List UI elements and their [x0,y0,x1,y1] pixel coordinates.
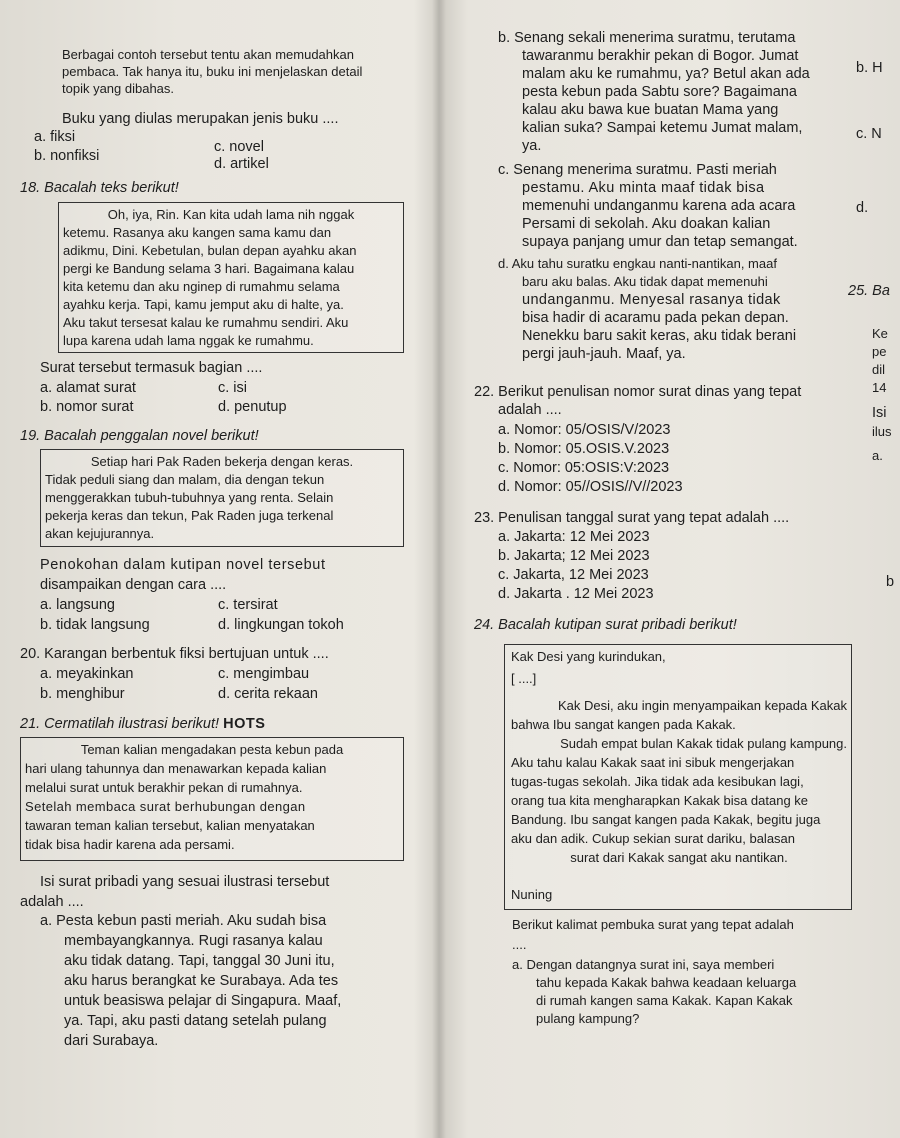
edge-fragment-b: b. H [856,60,883,76]
q21-option-c-line: supaya panjang umur dan tetap semangat. [522,234,798,250]
q18-box-line: adikmu, Dini. Kebetulan, bulan depan ayahku akan [63,243,357,258]
edge-fragment-d: d. [856,200,869,216]
q24-title: 24. Bacalah kutipan surat pribadi berikut! [474,617,737,633]
q20-option-c: c. mengimbau [218,666,310,682]
q18-option-d: d. penutup [218,399,287,415]
q24-option-a-line: pulang kampung? [536,1011,640,1026]
q21-option-d-line: baru aku balas. Aku tidak dapat memenuhi [522,274,768,289]
letter-body-line: bahwa Ibu sangat kangen pada Kakak. [511,717,736,732]
q20-option-a: a. meyakinkan [40,666,134,682]
q21-option-a-line: a. Pesta kebun pasti meriah. Aku sudah bisa [40,913,327,929]
intro-line-2: pembaca. Tak hanya itu, buku ini menjelaskan detail [62,64,363,79]
q21-option-b-line: tawaranmu berakhir pekan di Bogor. Jumat [522,48,799,64]
q23-question: 23. Penulisan tanggal surat yang tepat adalah .... [474,510,790,526]
q24-option-a-line: di rumah kangen sama Kakak. Kapan Kakak [536,993,793,1008]
q21-option-c-line: c. Senang menerima suratmu. Pasti meriah [498,162,777,178]
q24-question-1: Berikut kalimat pembuka surat yang tepat adalah [512,917,794,932]
q17-question: Buku yang diulas merupakan jenis buku .... [62,111,339,127]
q22-option-a: a. Nomor: 05/OSIS/V/2023 [498,422,671,438]
q19-box-line: Setiap hari Pak Raden bekerja dengan keras. [90,454,354,469]
q21-option-d-line: pergi jauh-jauh. Maaf, ya. [522,346,686,362]
q22-option-c: c. Nomor: 05:OSIS:V:2023 [498,460,670,476]
edge-fragment-a: a. [872,448,883,463]
q24-question-2: .... [512,937,527,952]
edge-fragment-q25: 25. Ba [848,283,890,299]
q19-box-line: akan kejujurannya. [45,526,155,541]
q21-option-a-line: untuk beasiswa pelajar di Singapura. Maaf, [64,993,342,1009]
q21-box-line: Teman kalian mengadakan pesta kebun pada [80,742,344,757]
q21-option-b-line: b. Senang sekali menerima suratmu, terutama [498,30,796,46]
q21-option-a-line: membayangkannya. Rugi rasanya kalau [64,933,323,949]
q18-title: 18. Bacalah teks berikut! [20,180,179,196]
q21-option-c-line: pestamu. Aku minta maaf tidak bisa [522,180,765,196]
edge-fragment-14: 14 [872,380,887,395]
letter-body-line: Bandung. Ibu sangat kangen pada Kakak, begitu juga [511,812,821,827]
q21-option-d-line: bisa hadir di acaramu pada pekan depan. [522,310,789,326]
q19-option-d: d. lingkungan tokoh [218,617,344,633]
q21-option-b-line: malam aku ke rumahmu, ya? Betul akan ada [522,66,810,82]
letter-signature: Nuning [511,887,553,902]
q21-title [20,716,265,732]
q18-box-line: ayahku kerja. Tapi, kamu jemput aku di halte, ya. [63,297,344,312]
edge-fragment-dil: dil [872,362,886,377]
q24-letter-box [504,644,852,910]
q21-option-c-line: Persami di sekolah. Aku doakan kalian [522,216,771,232]
q17-option-b: b. nonfiksi [34,148,100,164]
q21-option-b-line: pesta kebun pada Sabtu sore? Bagaimana [522,84,797,100]
q19-question-2: disampaikan dengan cara .... [40,577,227,593]
q21-option-d-line: d. Aku tahu suratku engkau nanti-nantikan, maaf [498,256,777,271]
q21-title-text: 21. Cermatilah ilustrasi berikut! [20,716,220,732]
q21-box-line: Setelah membaca surat berhubungan dengan [25,799,306,814]
q23-option-b: b. Jakarta; 12 Mei 2023 [498,548,650,564]
letter-body-line: Aku tahu kalau Kakak saat ini sibuk mengerjakan [511,755,795,770]
q18-box-line: ketemu. Rasanya aku kangen sama kamu dan [63,225,332,240]
q20-option-d: d. cerita rekaan [218,686,318,702]
letter-body-line: Kak Desi, aku ingin menyampaikan kepada Kakak [557,698,847,713]
q22-question-2: adalah .... [498,402,562,418]
q23-option-a: a. Jakarta: 12 Mei 2023 [498,529,650,545]
q21-option-a-line: aku harus berangkat ke Surabaya. Ada tes [64,973,339,989]
letter-body-line: tugas-tugas sekolah. Jika tidak ada kesibukan lagi, [511,774,804,789]
q18-box-line: kita ketemu dan aku nginep di rumahmu selama [63,279,340,294]
q21-option-b-line: ya. [522,138,542,154]
q18-option-a: a. alamat surat [40,380,136,396]
q21-option-c-line: memenuhi undanganmu karena ada acara [522,198,796,214]
q21-option-b-line: kalian suka? Sampai ketemu Jumat malam, [522,120,803,136]
letter-body-line: surat dari Kakak sangat aku nantikan. [570,850,788,865]
edge-fragment-pe: pe [872,344,887,359]
q19-option-c: c. tersirat [218,597,278,613]
q24-option-a-line: tahu kepada Kakak bahwa keadaan keluarga [536,975,797,990]
q20-question: 20. Karangan berbentuk fiksi bertujuan untuk .... [20,646,329,662]
q21-box-line: hari ulang tahunnya dan menawarkan kepada kalian [25,761,327,776]
q19-box-line: Tidak peduli siang dan malam, dia dengan tekun [45,472,325,487]
intro-line-1: Berbagai contoh tersebut tentu akan memudahkan [62,47,354,62]
q19-option-b: b. tidak langsung [40,617,150,633]
edge-fragment-c: c. N [856,126,882,142]
q21-option-a-line: ya. Tapi, aku pasti datang setelah pulang [64,1013,327,1029]
edge-fragment-ilus: ilus [872,424,892,439]
q18-box-line: Aku takut tersesat kalau ke rumahmu sendiri. Aku [63,315,349,330]
q19-box-line: pekerja keras dan tekun, Pak Raden juga terkenal [45,508,334,523]
letter-body-line: Sudah empat bulan Kakak tidak pulang kampung. [560,736,847,751]
q21-text-box [20,737,404,861]
q21-option-d-line: Nenekku baru sakit keras, aku tidak berani [522,328,797,344]
q19-question-1: Penokohan dalam kutipan novel tersebut [40,557,326,573]
letter-greeting: Kak Desi yang kurindukan, [511,649,666,664]
letter-blank: [ ....] [511,671,537,686]
q21-option-d-line: undanganmu. Menyesal rasanya tidak [522,292,781,308]
q18-box-line: pergi ke Bandung selama 3 hari. Bagaimana kalau [63,261,355,276]
q17-option-d: d. artikel [214,156,269,172]
q24-option-a-line: a. Dengan datangnya surat ini, saya memberi [512,957,775,972]
hots-badge: HOTS [223,716,266,732]
q18-text-box [58,202,404,353]
q21-option-b-line: kalau aku bawa kue buatan Mama yang [522,102,779,118]
edge-fragment-isi: Isi [872,405,887,421]
q18-question: Surat tersebut termasuk bagian .... [40,360,263,376]
q17-option-a: a. fiksi [34,129,76,145]
q23-option-c: c. Jakarta, 12 Mei 2023 [498,567,649,583]
q22-option-d: d. Nomor: 05//OSIS//V//2023 [498,479,683,495]
q19-text-box [40,449,404,547]
q18-box-line: Oh, iya, Rin. Kan kita udah lama nih nggak [107,207,355,222]
q21-box-line: melalui surat untuk berakhir pekan di rumahnya. [25,780,303,795]
q21-question-2: adalah .... [20,894,84,910]
letter-body-line: orang tua kita mengharapkan Kakak bisa datang ke [511,793,809,808]
q21-box-line: tawaran teman kalian tersebut, kalian menyatakan [25,818,315,833]
q18-box-line: lupa karena udah lama nggak ke rumahmu. [63,333,314,348]
q23-option-d: d. Jakarta . 12 Mei 2023 [498,586,654,602]
edge-fragment-ke: Ke [872,326,888,341]
q19-option-a: a. langsung [40,597,115,613]
q17-option-c: c. novel [214,139,264,155]
edge-fragment-b2: b [886,574,895,590]
intro-line-3: topik yang dibahas. [62,81,175,96]
q22-question-1: 22. Berikut penulisan nomor surat dinas yang tepat [474,384,802,400]
q18-option-b: b. nomor surat [40,399,134,415]
q22-option-b: b. Nomor: 05.OSIS.V.2023 [498,441,670,457]
q19-box-line: menggerakkan tubuh-tubuhnya yang renta. Selain [45,490,334,505]
q21-option-a-line: dari Surabaya. [64,1033,159,1049]
q20-option-b: b. menghibur [40,686,125,702]
q19-title: 19. Bacalah penggalan novel berikut! [20,428,259,444]
letter-body-line: aku dan adik. Cukup sekian surat dariku, balasan [511,831,796,846]
q18-option-c: c. isi [218,380,247,396]
q21-question-1: Isi surat pribadi yang sesuai ilustrasi tersebut [40,874,330,890]
q21-box-line: tidak bisa hadir karena ada persami. [25,837,235,852]
book-spine [432,0,446,1138]
q21-option-a-line: aku tidak datang. Tapi, tanggal 30 Juni itu, [64,953,335,969]
